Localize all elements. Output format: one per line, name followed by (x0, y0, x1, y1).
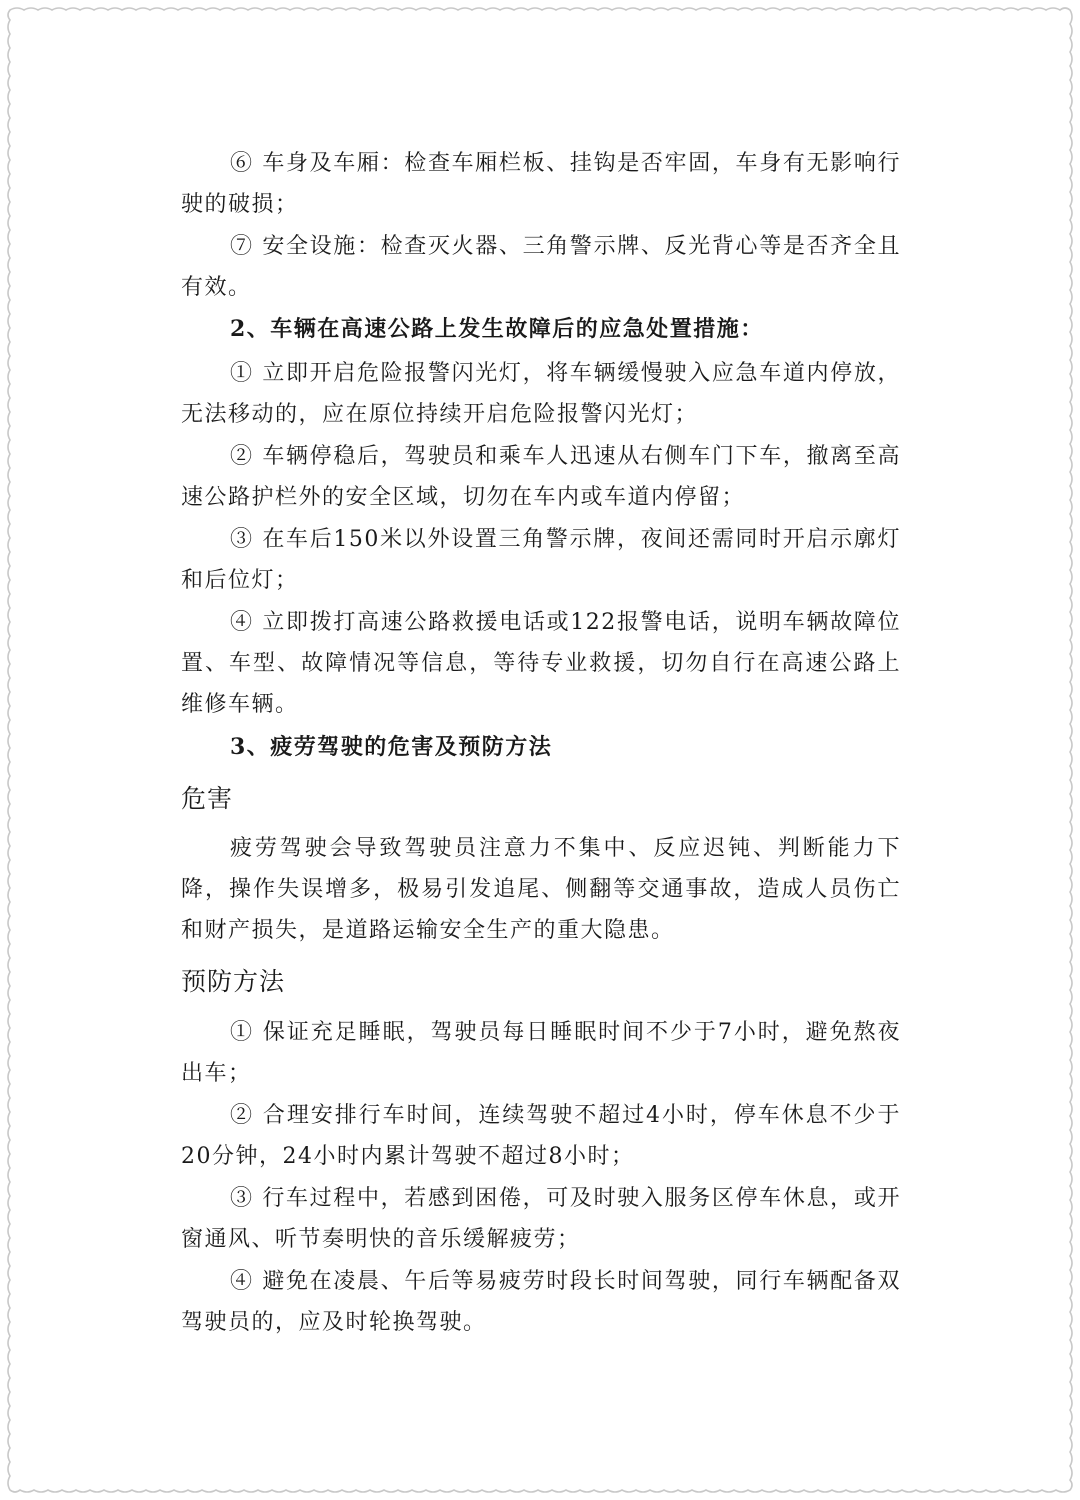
paragraph-emergency-step-1: ① 立即开启危险报警闪光灯，将车辆缓慢驶入应急车道内停放，无法移动的，应在原位持续开启危险报警闪光灯； (181, 361, 901, 427)
paragraph-prevention-4: ④ 避免在凌晨、午后等易疲劳时段长时间驾驶，同行车辆配备双驾驶员的，应及时轮换驾驶。 (181, 1269, 901, 1335)
subheading-harm: 危害 (181, 784, 234, 813)
paragraph-safety-equipment-check: ⑦ 安全设施：检查灭火器、三角警示牌、反光背心等是否齐全且有效。 (181, 234, 901, 300)
paragraph-prevention-1: ① 保证充足睡眠，驾驶员每日睡眠时间不少于7小时，避免熬夜出车； (181, 1020, 901, 1086)
section-heading-fatigue: 3、疲劳驾驶的危害及预防方法 (230, 734, 553, 760)
subheading-prevention: 预防方法 (181, 967, 286, 996)
paragraph-prevention-2: ② 合理安排行车时间，连续驾驶不超过4小时，停车休息不少于20分钟，24小时内累计驾驶不超过8小时； (181, 1103, 901, 1169)
paragraph-emergency-step-2: ② 车辆停稳后，驾驶员和乘车人迅速从右侧车门下车，撤离至高速公路护栏外的安全区域，切勿在车内或车道内停留； (181, 444, 901, 510)
paragraph-emergency-step-4: ④ 立即拨打高速公路救援电话或122报警电话，说明车辆故障位置、车型、故障情况等信息，等待专业救援，切勿自行在高速公路上维修车辆。 (181, 610, 901, 717)
paragraph-prevention-3: ③ 行车过程中，若感到困倦，可及时驶入服务区停车休息，或开窗通风、听节奏明快的音乐缓解疲劳； (181, 1186, 901, 1252)
paragraph-emergency-step-3: ③ 在车后150米以外设置三角警示牌，夜间还需同时开启示廓灯和后位灯； (181, 527, 901, 593)
paragraph-body-frame-check: ⑥ 车身及车厢：检查车厢栏板、挂钩是否牢固，车身有无影响行驶的破损； (181, 151, 901, 217)
paragraph-harm-description: 疲劳驾驶会导致驾驶员注意力不集中、反应迟钝、判断能力下降，操作失误增多，极易引发追尾、侧翻等交通事故，造成人员伤亡和财产损失，是道路运输安全生产的重大隐患。 (181, 836, 901, 943)
section-heading-emergency: 2、车辆在高速公路上发生故障后的应急处置措施： (230, 316, 764, 342)
